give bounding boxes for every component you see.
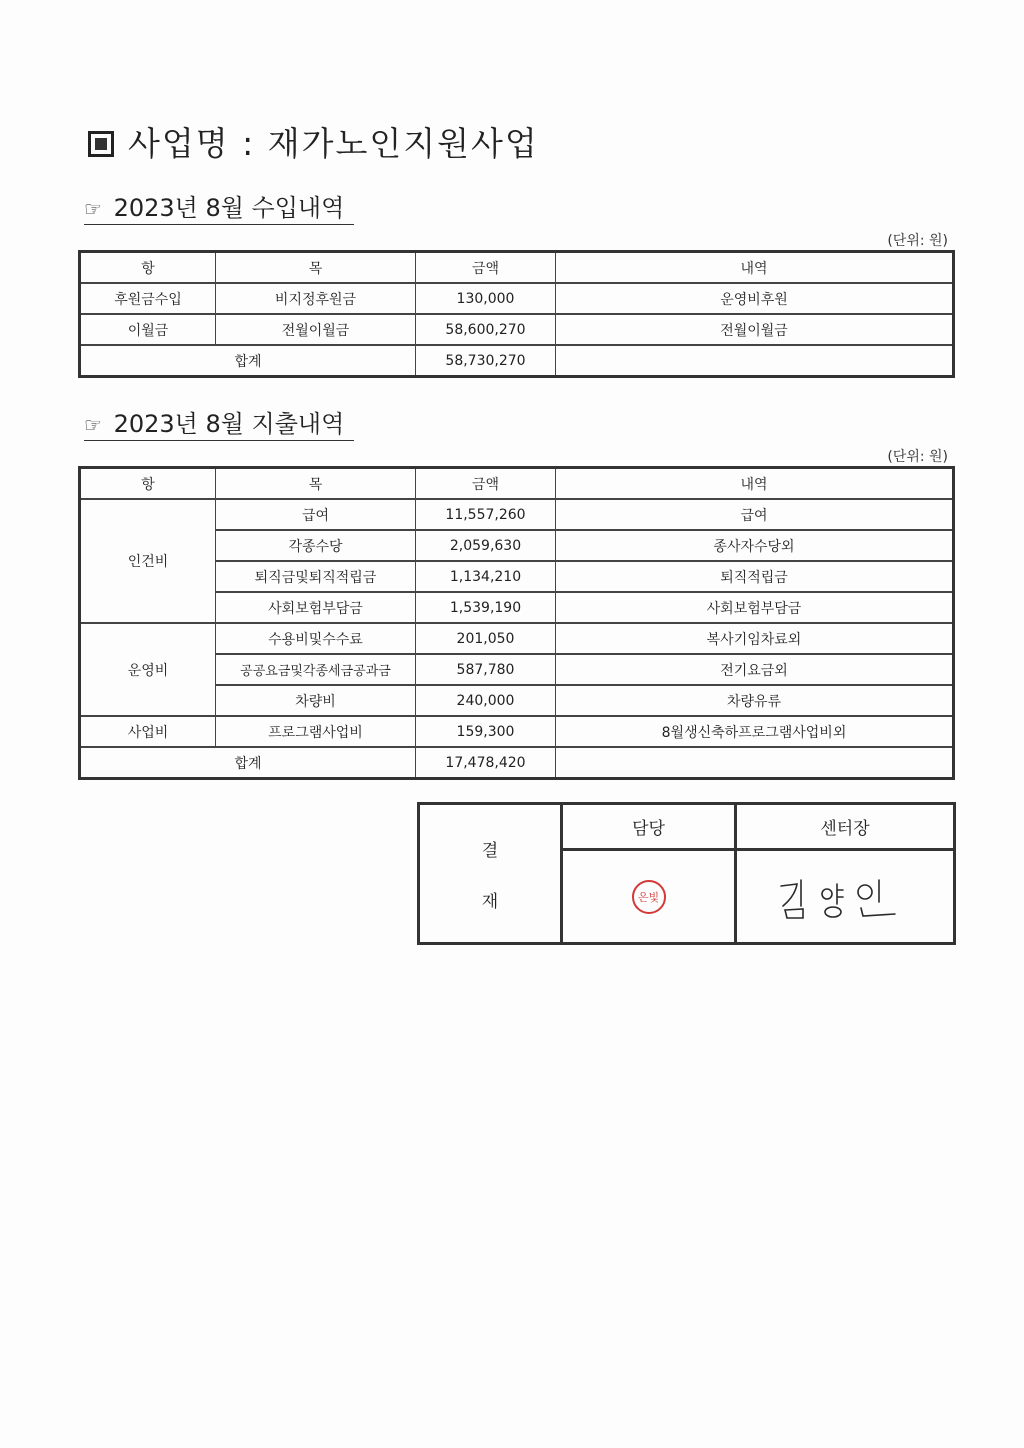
cell-subitem: 각종수당 bbox=[216, 530, 416, 561]
cell-amount: 1,134,210 bbox=[416, 561, 556, 592]
cell-detail: 차량유류 bbox=[556, 685, 954, 716]
cell-detail: 종사자수당외 bbox=[556, 530, 954, 561]
cell-amount: 1,539,190 bbox=[416, 592, 556, 623]
approval-label-top: 결 bbox=[481, 840, 499, 861]
total-row bbox=[80, 345, 954, 377]
expense-heading-text: 2023년 8월 지출내역 bbox=[113, 410, 345, 438]
cell-amount: 11,557,260 bbox=[416, 499, 556, 530]
total-row bbox=[80, 747, 954, 779]
approval-col-director: 센터장 bbox=[737, 805, 953, 851]
header-detail: 내역 bbox=[556, 252, 954, 284]
group-item: 인건비 bbox=[80, 499, 216, 623]
total-detail bbox=[556, 345, 954, 377]
approval-label bbox=[420, 805, 563, 942]
header-subitem: 목 bbox=[216, 252, 416, 284]
income-heading-text: 2023년 8월 수입내역 bbox=[113, 194, 345, 222]
cell-subitem: 차량비 bbox=[216, 685, 416, 716]
expense-unit: (단위: 원) bbox=[887, 449, 948, 465]
income-unit: (단위: 원) bbox=[887, 233, 948, 249]
approval-label-bottom: 재 bbox=[481, 891, 499, 912]
table-row bbox=[80, 499, 954, 530]
cell-subitem: 퇴직금및퇴직적립금 bbox=[216, 561, 416, 592]
cell-item: 후원금수입 bbox=[80, 283, 216, 314]
header-item: 항 bbox=[80, 252, 216, 284]
expense-table bbox=[78, 466, 955, 780]
cell-detail: 사회보험부담금 bbox=[556, 592, 954, 623]
table-row bbox=[80, 283, 954, 314]
director-signature-cell bbox=[737, 851, 953, 942]
cell-detail: 급여 bbox=[556, 499, 954, 530]
cell-amount: 2,059,630 bbox=[416, 530, 556, 561]
approval-box bbox=[417, 802, 956, 945]
cell-amount: 130,000 bbox=[416, 283, 556, 314]
handwritten-signature bbox=[775, 872, 915, 922]
filled-square-icon bbox=[88, 131, 114, 157]
cell-subitem: 사회보험부담금 bbox=[216, 592, 416, 623]
cell-subitem: 비지정후원금 bbox=[216, 283, 416, 314]
cell-detail: 8월생신축하프로그램사업비외 bbox=[556, 716, 954, 747]
table-row bbox=[80, 623, 954, 654]
cell-subitem: 전월이월금 bbox=[216, 314, 416, 345]
cell-subitem: 급여 bbox=[216, 499, 416, 530]
expense-heading bbox=[84, 409, 354, 441]
cell-detail: 전월이월금 bbox=[556, 314, 954, 345]
cell-subitem: 수용비및수수료 bbox=[216, 623, 416, 654]
cell-amount: 58,600,270 bbox=[416, 314, 556, 345]
total-label: 합계 bbox=[80, 747, 416, 779]
cell-amount: 240,000 bbox=[416, 685, 556, 716]
cell-detail: 복사기임차료외 bbox=[556, 623, 954, 654]
pointing-hand-icon: ☞ bbox=[84, 197, 102, 221]
income-table bbox=[78, 250, 955, 378]
cell-amount: 201,050 bbox=[416, 623, 556, 654]
cell-amount: 587,780 bbox=[416, 654, 556, 685]
staff-seal-cell bbox=[563, 851, 737, 942]
header-subitem: 목 bbox=[216, 468, 416, 500]
header-amount: 금액 bbox=[416, 252, 556, 284]
header-item: 항 bbox=[80, 468, 216, 500]
seal-text: 은빛 bbox=[637, 890, 660, 904]
cell-subitem: 프로그램사업비 bbox=[216, 716, 416, 747]
group-item: 사업비 bbox=[80, 716, 216, 747]
table-row bbox=[80, 716, 954, 747]
red-seal-stamp bbox=[632, 880, 666, 914]
cell-item: 이월금 bbox=[80, 314, 216, 345]
table-row bbox=[80, 314, 954, 345]
total-amount: 58,730,270 bbox=[416, 345, 556, 377]
header-detail: 내역 bbox=[556, 468, 954, 500]
table-header-row bbox=[80, 252, 954, 284]
document-title-text: 사업명 : 재가노인지원사업 bbox=[128, 124, 539, 163]
total-amount: 17,478,420 bbox=[416, 747, 556, 779]
document-title bbox=[88, 118, 539, 165]
income-heading bbox=[84, 193, 354, 225]
total-label: 합계 bbox=[80, 345, 416, 377]
pointing-hand-icon: ☞ bbox=[84, 413, 102, 437]
cell-detail: 운영비후원 bbox=[556, 283, 954, 314]
total-detail bbox=[556, 747, 954, 779]
table-header-row bbox=[80, 468, 954, 500]
cell-detail: 퇴직적립금 bbox=[556, 561, 954, 592]
cell-detail: 전기요금외 bbox=[556, 654, 954, 685]
cell-amount: 159,300 bbox=[416, 716, 556, 747]
cell-subitem: 공공요금및각종세금공과금 bbox=[216, 654, 416, 685]
header-amount: 금액 bbox=[416, 468, 556, 500]
approval-col-staff: 담당 bbox=[563, 805, 737, 851]
group-item: 운영비 bbox=[80, 623, 216, 716]
